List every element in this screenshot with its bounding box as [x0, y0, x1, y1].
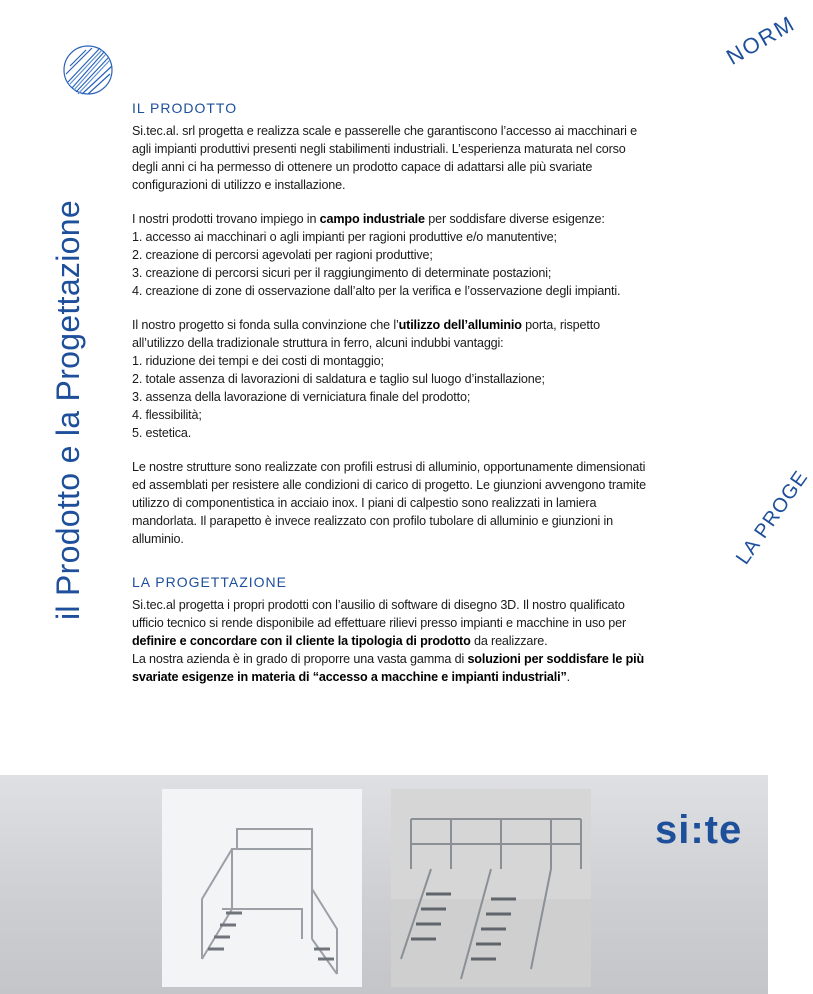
- advantage-item-2: 2. totale assenza di lavorazioni di saldatura e taglio sul luogo d’installazione;: [132, 372, 545, 386]
- bottom-band: [0, 775, 768, 994]
- design-paragraph: [132, 596, 652, 650]
- corner-title-mid: LA PROGE: [732, 466, 813, 569]
- usage-item-1: 1. accesso ai macchinari o agli impianti per ragioni produttive e/o manutentive;: [132, 230, 557, 244]
- aluminium-keyword: utilizzo dell’alluminio: [398, 318, 522, 332]
- section-heading-product: IL PRODOTTO: [132, 100, 238, 116]
- side-title: il Prodotto e la Progettazione: [50, 200, 86, 620]
- advantage-item-4: 4. flessibilità;: [132, 408, 202, 422]
- aluminium-text-b: porta, rispetto all’utilizzo della tradizionale struttura in ferro, alcuni indubbi vantaggi:: [132, 318, 600, 350]
- design-keyword: definire e concordare con il cliente la tipologia di prodotto: [132, 634, 471, 648]
- usage-intro: [132, 210, 652, 228]
- usage-item-2: 2. creazione di percorsi agevolati per ragioni produttive;: [132, 248, 433, 262]
- solutions-keyword: soluzioni per soddisfare le più svariate esigenze in materia di “accesso a macchine e impianti industriali”: [132, 652, 645, 684]
- advantage-item-5: 5. estetica.: [132, 426, 192, 440]
- usage-keyword: campo industriale: [319, 212, 425, 226]
- solutions-text-a: La nostra azienda è in grado di proporre una vasta gamma di: [132, 652, 468, 666]
- scribble-logo-icon: [58, 40, 118, 100]
- solutions-paragraph: [132, 650, 652, 686]
- staircase-photo-2: [391, 789, 591, 987]
- design-text-a: Si.tec.al progetta i propri prodotti con l’ausilio di software di disegno 3D. Il nostro qualificato ufficio tecnico si rende disponibile ad effettuare rilievi presso impianti e macchine in uso per: [132, 598, 627, 630]
- usage-item-3: 3. creazione di percorsi sicuri per il raggiungimento di determinate postazioni;: [132, 266, 552, 280]
- section-heading-design: LA PROGETTAZIONE: [132, 574, 287, 590]
- advantage-item-1: 1. riduzione dei tempi e dei costi di montaggio;: [132, 354, 384, 368]
- corner-title-top: NORM: [722, 10, 800, 70]
- content: [132, 100, 652, 686]
- usage-item-4: 4. creazione di zone di osservazione dall’alto per la verifica e l’osservazione degli impianti.: [132, 284, 621, 298]
- usage-text-a: I nostri prodotti trovano impiego in: [132, 212, 320, 226]
- aluminium-text-a: Il nostro progetto si fonda sulla convinzione che l’: [132, 318, 399, 332]
- solutions-text-b: .: [566, 670, 570, 684]
- structure-paragraph: Le nostre strutture sono realizzate con profili estrusi di alluminio, opportunamente dimensionati ed assemblati per resistere alle condizioni di carico di progetto. Le giunzioni avvengono tramite utilizzo di componentistica in acciaio inox. I piani di calpestio sono realizzati in lamiera mandorlata. Il parapetto è invece realizzato con profilo tubolare di alluminio e giunzioni in alluminio.: [132, 460, 646, 546]
- product-intro: Si.tec.al. srl progetta e realizza scale e passerelle che garantiscono l’accesso ai macchinari e agli impianti produttivi presenti negli stabilimenti industriali. L’esperienza maturata nel corso degli anni ci ha permesso di ottenere un prodotto capace di adattarsi alle più svariate configurazioni di utilizzo e installazione.: [132, 124, 638, 192]
- usage-text-b: per soddisfare diverse esigenze:: [424, 212, 605, 226]
- staircase-photo-1: [162, 789, 362, 987]
- aluminium-intro: [132, 316, 652, 352]
- advantage-item-3: 3. assenza della lavorazione di verniciatura finale del prodotto;: [132, 390, 471, 404]
- brand-logo: si:te: [655, 808, 743, 852]
- design-text-b: da realizzare.: [470, 634, 548, 648]
